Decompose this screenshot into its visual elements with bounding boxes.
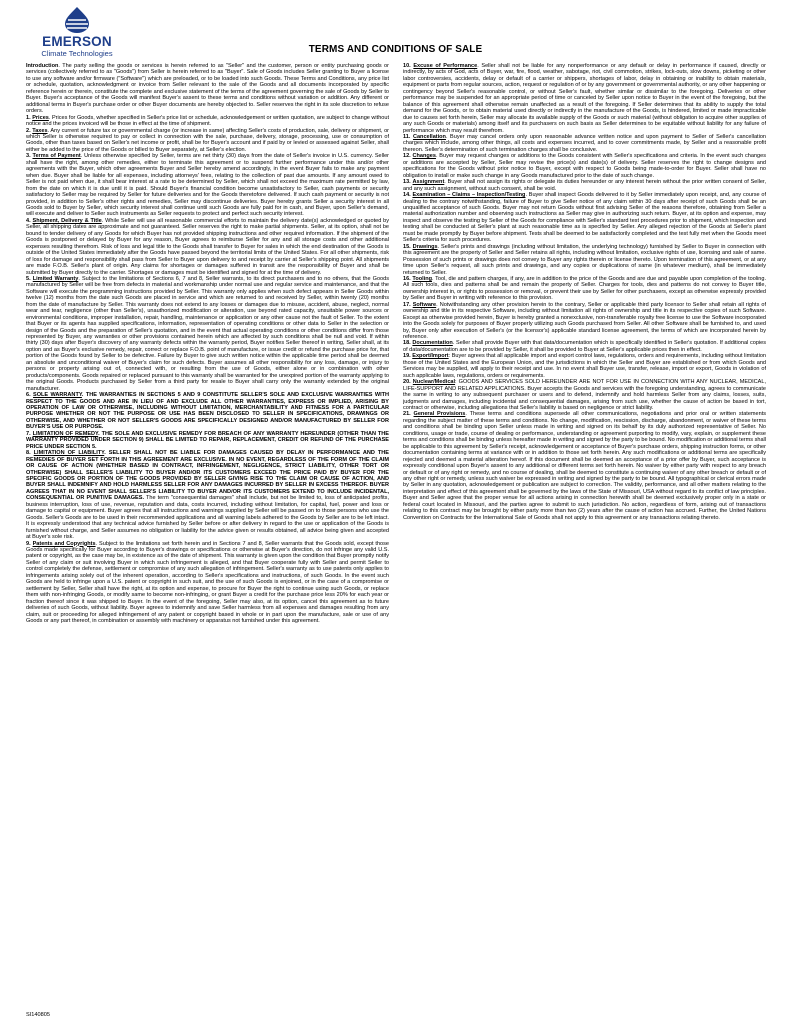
section-text: : GOODS AND SERVICES SOLD HEREUNDER ARE NOT FOR USE IN CONNECTION WITH ANY NUCLEAR, MEDICAL, LIFE-SUPPORT AND RELATED APPLICATIONS. Buyer accepts the Goods and services with the foregoing understanding, agrees to communicate the same in writing to any subsequent purchaser or users and to defend, indemnify and hold harmless Seller from any claims, losses, suits, judgments and damages, including incidental and consequential damages, arising from such use, whether the cause of action be based in tort, contract or otherwise, including allegations that Seller's liability is based on negligence or strict liability. — [403, 379, 766, 412]
section-text: . The party selling the goods or services is herein referred to as "Seller" and the customer, person or entity purchasing goods or services (collectively referred to as "Goods") from Seller is herein referred to as "Buyer". Sale of Goods includes Seller granting to Buyer a license to use any software and/or firmware ("Software") which are preloaded, or to be loaded into such Goods. These Terms and Conditions, any price list or schedule, quotation, acknowledgment or invoice from Seller relevant to the sale of the Goods and all documents incorporated by specific reference herein or therein, constitute the complete and exclusive statement of the terms of the agreement governing the sale of Goods by Seller to Buyer. Buyer's acceptance of the Goods will manifest Buyer's assent to these terms and conditions without variation or addition. Any different or additional terms in Buyer's purchase order or other Buyer documents are hereby objected to. Seller reserves the right in its sole discretion to refuse orders. — [26, 63, 389, 115]
document-title: TERMS AND CONDITIONS OF SALE — [308, 44, 483, 55]
logo-subtitle: Climate Technologies — [41, 49, 113, 58]
section-number: 19. — [403, 353, 411, 360]
terms-body — [26, 63, 766, 1011]
section-number: 20. — [403, 379, 411, 386]
section-text: . THE SOLE AND EXCLUSIVE REMEDY FOR BREACH OF ANY WARRANTY HEREUNDER (OTHER THAN THE WARRANTY PROVIDED UNDER SECTION 9) SHALL BE LIMITED TO REPAIR, REPLACEMENT, CREDIT OR REFUND OF THE PURCHASE PRICE UNDER SECTION 5. — [26, 430, 389, 450]
section-heading: Taxes — [32, 127, 48, 134]
section-heading: Export/Import — [412, 353, 449, 360]
emerson-logo-icon — [61, 6, 93, 34]
section-number: 16. — [403, 275, 411, 282]
section-10-excuse — [403, 63, 766, 134]
logo-wordmark: EMERSON — [42, 34, 112, 49]
section-number: 11. — [403, 133, 411, 140]
section-number: 4. — [26, 217, 31, 224]
section-heading: Patents and Copyrights — [32, 540, 96, 547]
section-9-patents — [26, 541, 389, 625]
section-number: 7. — [26, 430, 31, 437]
section-number: 10. — [403, 63, 411, 69]
right-column — [403, 63, 766, 1011]
section-text: . THE WARRANTIES IN SECTIONS 5 AND 9 CONSTITUTE SELLER'S SOLE AND EXCLUSIVE WARRANTIES WITH RESPECT TO THE GOODS AND ARE IN LIEU OF AND EXCLUDE ALL OTHER WARRANTIES, EXPRESS OR IMPLIED, ARISING BY OPERATION OF LAW OR OTHERWISE, INCLUDING WITHOUT LIMITATION, MERCHANTABILITY AND FITNESS FOR A PARTICULAR PURPOSE WHETHER OR NOT THE PURPOSE OR USE HAS BEEN DISCLOSED TO SELLER IN SPECIFICATIONS, DRAWINGS OR OTHERWISE, AND WHETHER OR NOT SELLER'S GOODS ARE SPECIFICALLY DESIGNED AND/OR MANUFACTURED BY SELLER FOR BUYER'S USE OR PURPOSE. — [26, 392, 389, 431]
section-number: 21. — [403, 411, 411, 418]
section-introduction — [26, 63, 389, 115]
section-number: 3. — [26, 153, 31, 160]
section-text: . Buyer shall inspect Goods delivered to it by Seller immediately upon receipt, and, any course of dealing to the contrary notwithstanding, failure of Buyer to give Seller notice of any claim within 30 days after receipt of such Goods shall be an unqualified acceptance of such Goods. Buyer may not return Goods without first advising Seller of the reasons therefore, obtaining from Seller a material authorization number and observing such instructions as Seller may give in authorizing such return. Buyer, at its option and expense, may inspect and observe the testing by Seller of the Goods for compliance with Seller's standard test procedures prior to shipment, which inspection and testing shall be conducted at Seller's plant at such reasonable time as is specified by Seller. Any alleged rejection of the Goods at Seller's plant must be made promptly by Buyer before shipment. Tests shall be deemed to be satisfactorily completed and the test fully met when the Goods meet Seller's criteria for such procedures. — [403, 192, 766, 244]
section-20-nuclear-medical — [403, 379, 766, 411]
section-18-documentation — [403, 340, 766, 353]
document-id: SI140805 — [26, 1012, 50, 1018]
section-heading: Prices — [32, 114, 49, 121]
section-14-examination — [403, 192, 766, 244]
section-heading: SOLE WARRANTY — [33, 392, 82, 399]
section-text: . Seller's prints and drawings (including without limitation, the underlying technology) furnished by Seller to Buyer in connection with this agreement are the property of Seller and Seller retains all rights, including without limitation, exclusive rights of use, licensing and sale of same. Possession of such prints or drawings does not convey to Buyer any rights therein or license thereto. Upon termination of this agreement, or at any time upon Seller's request, all such prints and drawings, and any copies or duplications of same (in whatever medium), shall be immediately returned to Seller. — [403, 243, 766, 276]
section-text: . Any current or future tax or governmental charge (or increase in same) affecting Seller's costs of production, sale, delivery or shipment, or which Seller is otherwise required to pay or collect in connection with the sale, purchase, delivery, storage, processing, use or consumption of Goods, other than taxes based on Seller's net income or profit, shall be for Buyer's account and if paid by or levied or assessed against Seller, shall either be added to the price of the Goods or billed to Buyer separately, at Seller's election. — [26, 127, 389, 153]
section-heading: General Provisions — [413, 411, 466, 418]
section-number: 14. — [403, 192, 411, 199]
section-21-general-provisions — [403, 411, 766, 521]
section-heading: Excuse of Performance — [413, 63, 478, 69]
section-heading: LIMITATION OF LIABILITY — [33, 450, 105, 457]
section-3-terms-of-payment — [26, 153, 389, 218]
section-12-changes — [403, 153, 766, 179]
section-text: . Buyer may request changes or additions to the Goods consistent with Seller's specifications and criteria. In the event such changes or additions are accepted by Seller, Seller may revise the price(s) and date(s) of delivery. Seller reserves the right to change designs and specifications for the Goods without prior notice to Buyer, except with respect to Goods being made-to-order for Buyer. Seller shall have no obligation to install or make such change in any Goods manufactured prior to the date of such change. — [403, 153, 766, 179]
section-text: . Seller shall not be liable for any nonperformance or any default or delay in performance if caused, directly or indirectly, by acts of God, acts of Buyer, war, fire, flood, weather, sabotage, riot, civil commotion, strikes, lock-outs, slow downs, picketing or other labor controversies, accidents, delay or default of a carrier or shippers, shortages of labor, delay in obtaining or inability to obtain materials, equipment or parts from regular sources, action, request or regulation of or by any government or governmental authority, or any other happening or contingency beyond Seller's reasonable control, or without Seller's fault, whether similar or dissimilar to the foregoing. Deliveries or other performance may be suspended for an appropriate period of time or canceled by Seller upon notice to Buyer in the event of the foregoing, but the balance of this agreement shall otherwise remain unaffected as a result of the foregoing. If Seller determines that its ability to supply the total demand for the Goods, or to obtain material used directly or indirectly in the manufacture of the Goods, is hindered, limited or made impracticable due to causes set forth herein, Seller may allocate its available supply of the Goods or such material (without obligation to acquire other supplies of any such Goods or materials) among itself and its purchasers on such basis as Seller determines to be equitable without liability for any failure of performance which may result therefrom. — [403, 63, 766, 134]
section-1-prices — [26, 115, 389, 128]
section-heading: Shipment, Delivery & Title — [32, 217, 102, 224]
section-number: 2. — [26, 127, 31, 134]
section-text-caps: . SELLER SHALL NOT BE LIABLE FOR DAMAGES CAUSED BY DELAY IN PERFORMANCE AND THE REMEDIES OF BUYER SET FORTH IN THIS AGREEMENT ARE EXCLUSIVE. IN NO EVENT, REGARDLESS OF THE FORM OF THE CLAIM OR CAUSE OF ACTION (WHETHER BASED IN CONTRACT, INFRINGEMENT, NEGLIGENCE, STRICT LIABILITY, OTHER TORT OR OTHERWISE) SHALL SELLER'S LIABILITY TO BUYER AND/OR ITS CUSTOMERS EXCEED THE PRICE PAID BY BUYER FOR THE SPECIFIC GOODS OR PORTION OF THE GOODS PROVIDED BY SELLER GIVING RISE TO THE CLAIM OR CAUSE OF ACTION, AND BUYER SHALL INDEMNIFY AND HOLD HARMLESS SELLER FOR ANY DAMAGES INCURRED BY SELLER IN EXCESS THEREOF. BUYER AGREES THAT IN NO EVENT SHALL SELLER'S LIABILITY TO BUYER AND/OR ITS CUSTOMERS EXTEND TO INCLUDE INCIDENTAL, CONSEQUENTIAL OR PUNITIVE DAMAGES. — [26, 450, 389, 502]
section-number: 17. — [403, 301, 411, 308]
section-number: 13. — [403, 179, 411, 186]
section-text: . Subject to the limitations set forth herein and in Sections 7 and 8, Seller warrants that the Goods sold, except those Goods made specifically for Buyer according to Buyer's drawings or specifications or otherwise at Buyer's direction, do not infringe any valid U.S. patent or copyright, as the case may be, in existence as of the date of shipment. This warranty is given upon the condition that Buyer promptly notify Seller of any claim or suit involving Buyer in which such infringement is alleged, and that Buyer cooperate fully with Seller and permit Seller to control completely the defense, settlement or compromise of any such allegation of infringement. Seller's warranty as to use patents only applies to infringements arising solely out of the inherent operation, according to Seller's specifications and instructions, of such Goods. In the event such Goods are held to infringe upon a U.S. patent or copyright in such suit, and the use of such Goods is enjoined, or in the case of a compromise or settlement by Seller, Seller shall have the right, at its option and expense, to procure for Buyer the right to continue using such Goods, or replace them with non-infringing Goods, or modify same to become non-infringing, or grant Buyer a credit for the purchase price less 20% for each year or fraction thereof since it was shipped to Buyer. In the event of the foregoing, Seller may also, at its option, cancel this agreement as to future deliveries of such Goods, without liability. Buyer agrees to indemnify and save Seller harmless from all expenses and damages resulting from any claim, suit or proceeding for alleged infringement of any patent or copyright based in whole or in part upon the manufacture, sale or use of any Goods or any part thereof, in combination or assembly with machinery or apparatus not furnished under this agreement. — [26, 540, 389, 624]
section-text: . Unless otherwise specified by Seller, terms are net thirty (30) days from the date of Seller's invoice in U.S. currency. Seller shall have the right, among other remedies, either to terminate this agreement or to suspend further performance under this and/or other agreements with the Buyer, which other agreements Buyer and Seller hereby amend accordingly, in the event Buyer fails to make any payment when due. Buyer shall be liable for all expenses, including attorneys' fees, relating to the collection of past due amounts. If any amount owed to Seller is not paid when due, it shall bear interest at a rate to be determined by Seller, which shall not exceed the maximum rate permitted by law, from the date on which it is due until it is paid. Should Buyer's financial condition become unsatisfactory to Seller, cash payments or security satisfactory to Seller may be required by Seller for future deliveries and for the Goods theretofore delivered. If such cash payment or security is not provided, in addition to Seller's other rights and remedies, Seller may discontinue deliveries. Buyer hereby grants Seller a security interest in all Goods sold to Buyer by Seller, which security interest shall continue until such Goods are fully paid for in cash, and Buyer, upon Seller's demand, will execute and deliver to Seller such instruments as Seller requests to protect and perfect such security interest. — [26, 153, 389, 218]
section-15-drawings — [403, 244, 766, 276]
section-heading: Tooling — [412, 275, 433, 282]
section-heading: Drawings — [412, 243, 438, 250]
section-number: 5. — [26, 275, 31, 282]
section-heading: Examination – Claims – Inspection/Testing — [412, 192, 526, 199]
section-number: 9. — [26, 540, 31, 547]
section-17-software — [403, 302, 766, 341]
section-number: 8. — [26, 450, 31, 457]
section-19-export-import — [403, 353, 766, 379]
section-heading: LIMITATION OF REMEDY — [32, 430, 99, 437]
section-11-cancellation — [403, 134, 766, 153]
section-text: . These terms and conditions supersede all other communications, negotiations and prior oral or written statements regarding the subject matter of these terms and conditions. No change, modification, rescission, discharge, abandonment, or waiver of these terms and conditions shall be binding upon Seller unless made in writing and signed on its behalf by its duly authorized representative of Seller. No conditions, usage or trade, course of dealing or performance, understanding or agreement purporting to modify, vary, explain, or supplement these terms and conditions shall be binding unless hereafter made in writing and signed by the party to be bound. No modification or additional terms shall be applicable to this agreement by Seller's receipt, acknowledgement or acceptance of Buyer's purchase orders, shipping instruction forms, or other documentation containing terms at variance with or in addition to those set forth herein. Any such modifications or additional terms are specifically rejected and deemed a material alteration hereof. If this document shall be deemed an acceptance of a prior offer by Buyer, such acceptance is expressly conditional upon Buyer's assent to any additional or different terms set forth herein. No waiver by either party with respect to any breach or default or of any right or remedy, and no course of dealing, shall be deemed to constitute a continuing waiver of any other breach or default or of any other right or remedy, unless such waiver be expressed in writing and signed by the party to be bound. All typographical or clerical errors made by Seller in any quotation, acknowledgement or publication are subject to correction. The validity, performance, and all other matters relating to the interpretation and effect of this agreement shall be governed by the laws of the State of Missouri, USA without regard to its conflict of law principles. Buyer and Seller agree that the proper venue for all actions arising in connection herewith shall be deemed exclusively proper only in a state or federal court located in Missouri, and the parties agree to submit to such jurisdiction. No action, regardless of form, arising out of transactions relating to this contract may be brought by either party more than two (2) years after the cause of action has accrued. Further, the United Nations Convention on Contracts for the International Sale of Goods shall not apply to this agreement or any transactions relating thereto. — [403, 411, 766, 521]
section-text: The term "consequential damages" shall include, but not be limited to, loss of anticipated profits, business interruption, loss of use, revenue, reputation and data, costs incurred, including without limitation, for capital, fuel, power and loss or damage to capital or equipment. Buyer agrees that all instructions and warnings supplied by Seller will be passed on to those persons who use the Goods. Seller's Goods are to be used in their recommended applications and all warning labels adhered to the Goods by Seller are to be left intact. It is expressly understood that any technical advice furnished by Seller before or after delivery in regard to the use or application of the Goods is furnished without charge, and Seller assumes no obligation or liability for the advice given or results obtained, all advice being given and accepted at Buyer's sole risk. — [26, 495, 389, 541]
section-5-limited-warranty — [26, 276, 389, 392]
left-column — [26, 63, 389, 1011]
section-7-limitation-of-remedy — [26, 431, 389, 450]
section-heading: Cancellation — [412, 133, 446, 140]
section-16-tooling — [403, 276, 766, 302]
section-heading: Software — [412, 301, 437, 308]
section-text: . Buyer shall not assign its rights or delegate its duties hereunder or any interest herein without the prior written consent of Seller, and any such assignment, without such consent, shall be void. — [403, 179, 766, 192]
section-heading: Terms of Payment — [32, 153, 81, 160]
section-number: 1. — [26, 114, 31, 121]
section-heading: Assignment — [412, 179, 445, 186]
section-number: 18. — [403, 340, 411, 347]
section-text: : Buyer agrees that all applicable import and export control laws, regulations, orders and requirements, including without limitation those of the United States and the European Union, and the jurisdictions in which the Seller and Buyer are established or from which Goods and Services may be supplied, will apply to their receipt and use. In no event shall Buyer use, transfer, release, import or export, Goods in violation of such applicable laws, regulations, orders or requirements. — [403, 353, 766, 379]
section-4-shipment — [26, 218, 389, 276]
section-heading: Introduction — [26, 63, 59, 69]
section-number: 15. — [403, 243, 411, 250]
section-text: . Buyer may cancel orders only upon reasonable advance written notice and upon payment to Seller of Seller's cancellation charges which include, among other things, all costs and expenses incurred, and to cover commitments made, by Seller and a reasonable profit thereon. Seller's determination of such termination charges shall be conclusive. — [403, 133, 766, 153]
section-number: 12. — [403, 153, 411, 160]
section-text: . Prices for Goods, whether specified in Seller's price list or schedule, acknowledgement or written quotation, are subject to change without notice and the prices invoiced will be those in effect at the time of shipment. — [26, 114, 389, 128]
section-2-taxes — [26, 128, 389, 154]
section-text: . Subject to the limitations of Sections 6, 7 and 8, Seller warrants, to its direct purchasers and to no others, that the Goods manufactured by Seller will be free from defects in material and workmanship under normal use and regular service and maintenance, and that the Software will execute the programming instructions provided by Seller. This warranty only applies when such defect appears in Seller Goods within twelve (12) months from the date such Goods are placed in service and which are returned to and received by Seller, within twenty (20) months from the date of manufacture by Seller. This warranty does not extend to any losses or damages due to misuse, accident, abuse, neglect, normal wear and tear, negligence (other than Seller's), unauthorized modification or alteration, use beyond rated capacity, unsuitable power sources or environmental conditions, improper installation, repair, handling, maintenance or application or any other cause not the fault of Seller. To the extent that Buyer or its agents has supplied specifications, information, representation of operating conditions or other data to Seller in the selection or design of the Goods and the preparation of Seller's quotation, and in the event that actual operating conditions or other conditions differ from those represented by Buyer, any warranties or other provisions contained herein which are affected by such conditions shall be null and void. If within thirty (30) days after Buyer's discovery of any warranty defects within the warranty period, Buyer notifies Seller thereof in writing, Seller shall, at its option and as Buyer's exclusive remedy, repair, correct or replace F.O.B. point of manufacture, or issue credit or refund the purchase price for, that portion of the Goods found by Seller to be defective. Failure by Buyer to give such written notice within the applicable time period shall be deemed an absolute and unconditional waiver of Buyer's claim for such defects. Buyer assumes all other responsibility for any loss, damage, or injury to persons or property arising out of, connected with, or resulting from the use of Goods, either alone or in combination with other products/components. Goods repaired or replaced pursuant to this warranty shall be warranted for the unexpired portion of the warranty applying to the original Goods. Products purchased by Seller from a third party for resale to Buyer shall carry only the warranty extended by the original manufacturer. — [26, 275, 389, 392]
section-number: 6. — [26, 392, 31, 399]
section-text: . Seller shall provide Buyer with that data/documentation which is specifically identified in Seller's quotation. If additional copies of data/documentation are to be provided by Seller, it shall be provided to Buyer at Seller's applicable prices then in effect. — [403, 340, 766, 353]
section-heading: Nuclear/Medical — [412, 379, 456, 386]
section-6-sole-warranty — [26, 392, 389, 431]
section-text: . While Seller will use all reasonable commercial efforts to maintain the delivery date(s) acknowledged or quoted by Seller, all shipping dates are approximate and not guaranteed. Seller reserves the right to make partial shipments. Seller, at its option, shall not be bound to tender delivery of any Goods for which Buyer has not provided shipping instructions and other required information. If the shipment of the Goods is postponed or delayed by Buyer for any reason, Buyer agrees to reimburse Seller for any and all storage costs and other additional expenses resulting therefrom. Risk of loss and legal title to the Goods shall transfer to Buyer for sales in which the end destination of the Goods is outside of the United States immediately after the Goods have passed beyond the territorial limits of the United States. For all other shipments, risk of loss for damage and responsibility shall pass from Seller to Buyer upon delivery to and receipt by carrier at Seller's shipping point. All shipments are made F.O.B. Seller's plant of origin. Any claims for shortages or damages suffered in transit are the responsibility of Buyer and shall be submitted by Buyer directly to the carrier. Shortages or damages must be identified and signed for at the time of delivery. — [26, 217, 389, 276]
section-heading: Changes — [412, 153, 436, 160]
section-13-assignment — [403, 179, 766, 192]
section-8-limitation-of-liability — [26, 450, 389, 540]
section-text: . Notwithstanding any other provision herein to the contrary, Seller or applicable third party licensor to Seller shall retain all rights of ownership and title in its respective Software, including without limitation all rights of ownership and title in its respective copies of such Software. Except as otherwise provided herein, Buyer is hereby granted a nonexclusive, non-transferable royalty free license to use the Software incorporated into the Goods solely for purposes of Buyer properly utilizing such Goods purchased from Seller. All other Software shall be furnished to, and used by, Buyer only after execution of Seller's (or the licensor's) applicable standard license agreement, the terms of which are incorporated herein by reference. — [403, 301, 766, 341]
section-text: . Tool, die and pattern charges, if any, are in addition to the price of the Goods and are due and payable upon completion of the tooling. All such tools, dies and patterns shall be and remain the property of Seller. Charges for tools, dies and patterns do not convey to Buyer title, ownership interest in, or rights to possession or removal, or prevent their use by Seller for other purchasers, except as otherwise expressly provided by Seller and Buyer in writing with reference to this provision. — [403, 275, 766, 302]
section-heading: Limited Warranty — [32, 275, 79, 282]
section-heading: Documentation — [412, 340, 453, 347]
